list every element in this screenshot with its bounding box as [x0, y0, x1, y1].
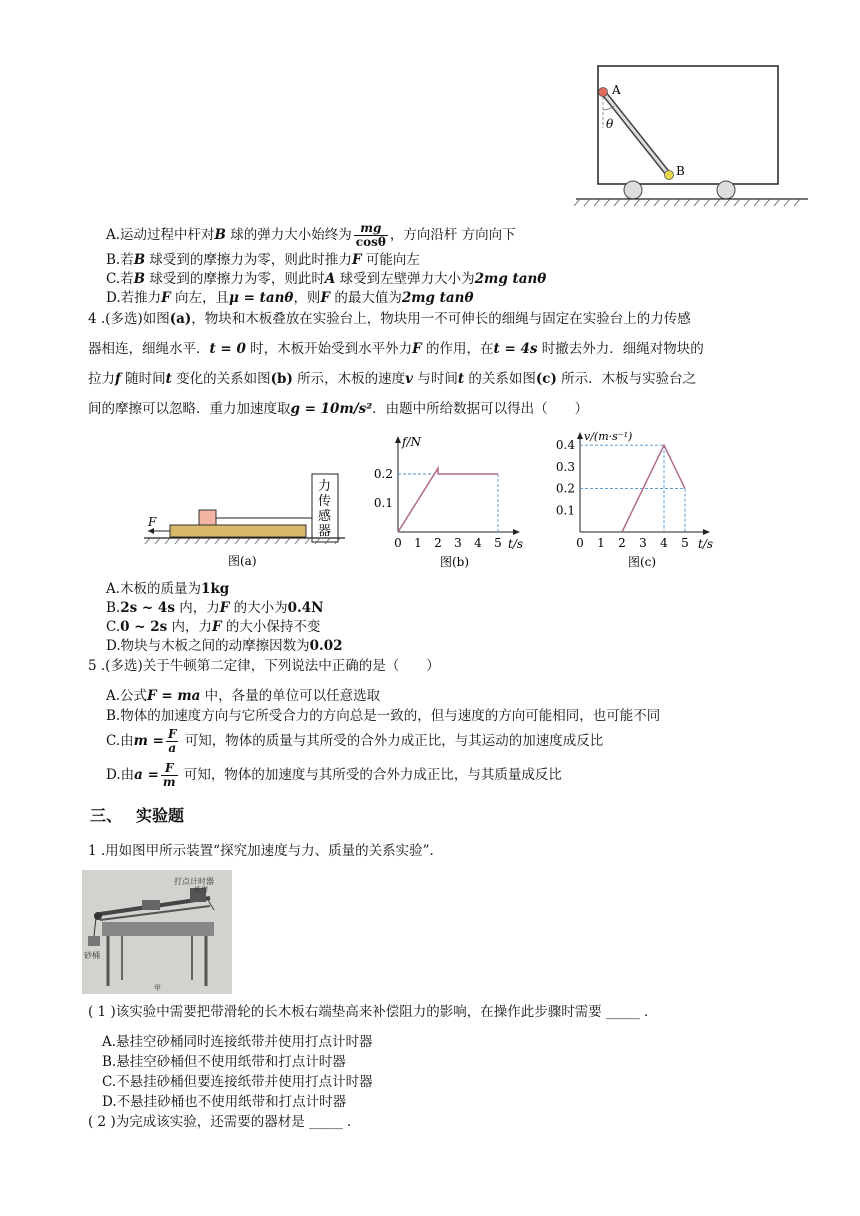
ytick-label: 0.1 — [373, 496, 393, 510]
q5-option-b: B.物体的加速度方向与它所受合力的方向总是一致的，但与速度的方向可能相同，也可能不同 — [106, 708, 661, 724]
apparatus-photo — [82, 870, 232, 994]
xtick-label: 1 — [414, 536, 422, 550]
exp1-option-d: D.不悬挂砂桶也不使用纸带和打点计时器 — [102, 1094, 347, 1110]
label-timer: 打点计时器 — [174, 877, 214, 886]
xtick-label: 4 — [660, 536, 668, 550]
label-a: A — [612, 83, 621, 97]
xlabel-b: t/s — [508, 537, 524, 551]
caption-b: 图(b) — [440, 555, 470, 569]
ytick-label: 0.2 — [555, 481, 575, 496]
xtick-label: 5 — [681, 536, 689, 550]
rod-box-figure — [572, 58, 812, 210]
exp1-option-b: B.悬挂空砂桶但不使用纸带和打点计时器 — [102, 1054, 346, 1070]
xlabel-c: t/s — [698, 537, 714, 551]
caption-c: 图(c) — [628, 555, 657, 569]
q4-stem-line2: 器相连，细绳水平．t = 0 时，木板开始受到水平外力F 的作用，在t = 4s 时撤去外力．细绳对物块的 — [88, 341, 704, 357]
sensor-char-4: 器 — [318, 524, 332, 539]
fraction-mg-cos: $\frac{mg}{\cos\theta}$ — [355, 221, 386, 249]
sensor-char-3: 感 — [318, 509, 332, 524]
section-heading: 三、 实验题 — [90, 806, 185, 825]
label-caption-jia: 甲 — [154, 984, 161, 992]
label-b: B — [676, 164, 685, 178]
force-label-f: F — [148, 515, 157, 529]
q5-option-c: C.由m = $\frac{F}{a}$ 可知，物体的质量与其所受的合外力成正比，与其运动的加速度成反比 — [106, 727, 604, 755]
caption-a: 图(a) — [228, 554, 257, 568]
sensor-char-1: 力 — [318, 479, 332, 494]
q4-option-c: C.0 ~ 2s 内，力F 的大小保持不变 — [106, 619, 321, 635]
q4-stem-line1: 4 .(多选)如图(a)，物块和木板叠放在实验台上，物块用一不可伸长的细绳与固定在实验台上的力传感 — [88, 311, 691, 327]
q5-option-d: D.由a = $\frac{F}{m}$ 可知，物体的加速度与其所受的合外力成正比，与其质量成反比 — [106, 761, 562, 789]
xtick-label: 3 — [639, 536, 647, 550]
xtick-label: 0 — [394, 536, 402, 550]
xtick-label: 2 — [618, 536, 626, 550]
exp1-stem: 1 .用如图甲所示装置“探究加速度与力、质量的关系实验”． — [88, 843, 443, 859]
q4-option-a: A.木板的质量为1kg — [106, 581, 230, 597]
ytick-label: 0.3 — [555, 459, 575, 474]
figure-a — [140, 470, 350, 574]
exp1-option-c: C.不悬挂砂桶但要连接纸带并使用打点计时器 — [102, 1074, 373, 1090]
ytick-label: 0.4 — [555, 438, 575, 453]
xtick-label: 5 — [494, 536, 502, 550]
exp1-option-a: A.悬挂空砂桶同时连接纸带并使用打点计时器 — [102, 1034, 373, 1050]
q3-option-c: C.若B 球受到的摩擦力为零，则此时A 球受到左壁弹力大小为2mg tanθ — [106, 271, 547, 287]
q3-option-b: B.若B 球受到的摩擦力为零，则此时推力F 可能向左 — [106, 252, 420, 268]
figure-c — [548, 424, 718, 574]
figure-b — [370, 432, 530, 574]
q5-option-a: A.公式F = ma 中，各量的单位可以任意选取 — [106, 688, 381, 704]
sensor-char-2: 传 — [318, 494, 332, 509]
ylabel-c: v/(m·s⁻¹) — [584, 430, 633, 443]
q4-stem-line4: 间的摩擦可以忽略．重力加速度取g = 10m/s²．由题中所给数据可以得出（ ） — [88, 401, 589, 417]
exp1-q1: ( 1 )该实验中需要把带滑轮的长木板右端垫高来补偿阻力的影响，在操作此步骤时需要 _____ ． — [88, 1004, 658, 1020]
label-theta: θ — [606, 117, 614, 131]
q4-option-d: D.物块与木板之间的动摩擦因数为0.02 — [106, 638, 343, 654]
label-belt: 纸带 — [194, 886, 208, 894]
xtick-label: 2 — [434, 536, 442, 550]
ytick-label: 0.1 — [555, 503, 575, 518]
q5-stem: 5 .(多选)关于牛顿第二定律，下列说法中正确的是（ ） — [88, 658, 440, 674]
series-line — [398, 468, 498, 532]
q4-option-b: B.2s ~ 4s 内，力F 的大小为0.4N — [106, 600, 324, 616]
q3-option-d: D.若推力F 向左，且μ = tanθ，则F 的最大值为2mg tanθ — [106, 290, 474, 306]
ylabel-b: f/N — [402, 435, 421, 449]
xtick-label: 4 — [474, 536, 482, 550]
label-bucket: 砂桶 — [84, 951, 100, 960]
exp1-q2: ( 2 )为完成该实验，还需要的器材是 _____ ． — [88, 1114, 361, 1130]
q3-option-a: A.运动过程中杆对B 球的弹力大小始终为 $\frac{mg}{\cos\theta}$ ，方向沿杆 方向向下 — [106, 221, 516, 249]
q4-stem-line3: 拉力f 随时间t 变化的关系如图(b) 所示，木板的速度v 与时间t 的关系如图(c) 所示．木板与实验台之 — [88, 371, 697, 387]
ytick-label: 0.2 — [373, 467, 393, 481]
xtick-label: 1 — [597, 536, 605, 550]
xtick-label: 0 — [576, 536, 584, 550]
xtick-label: 3 — [454, 536, 462, 550]
